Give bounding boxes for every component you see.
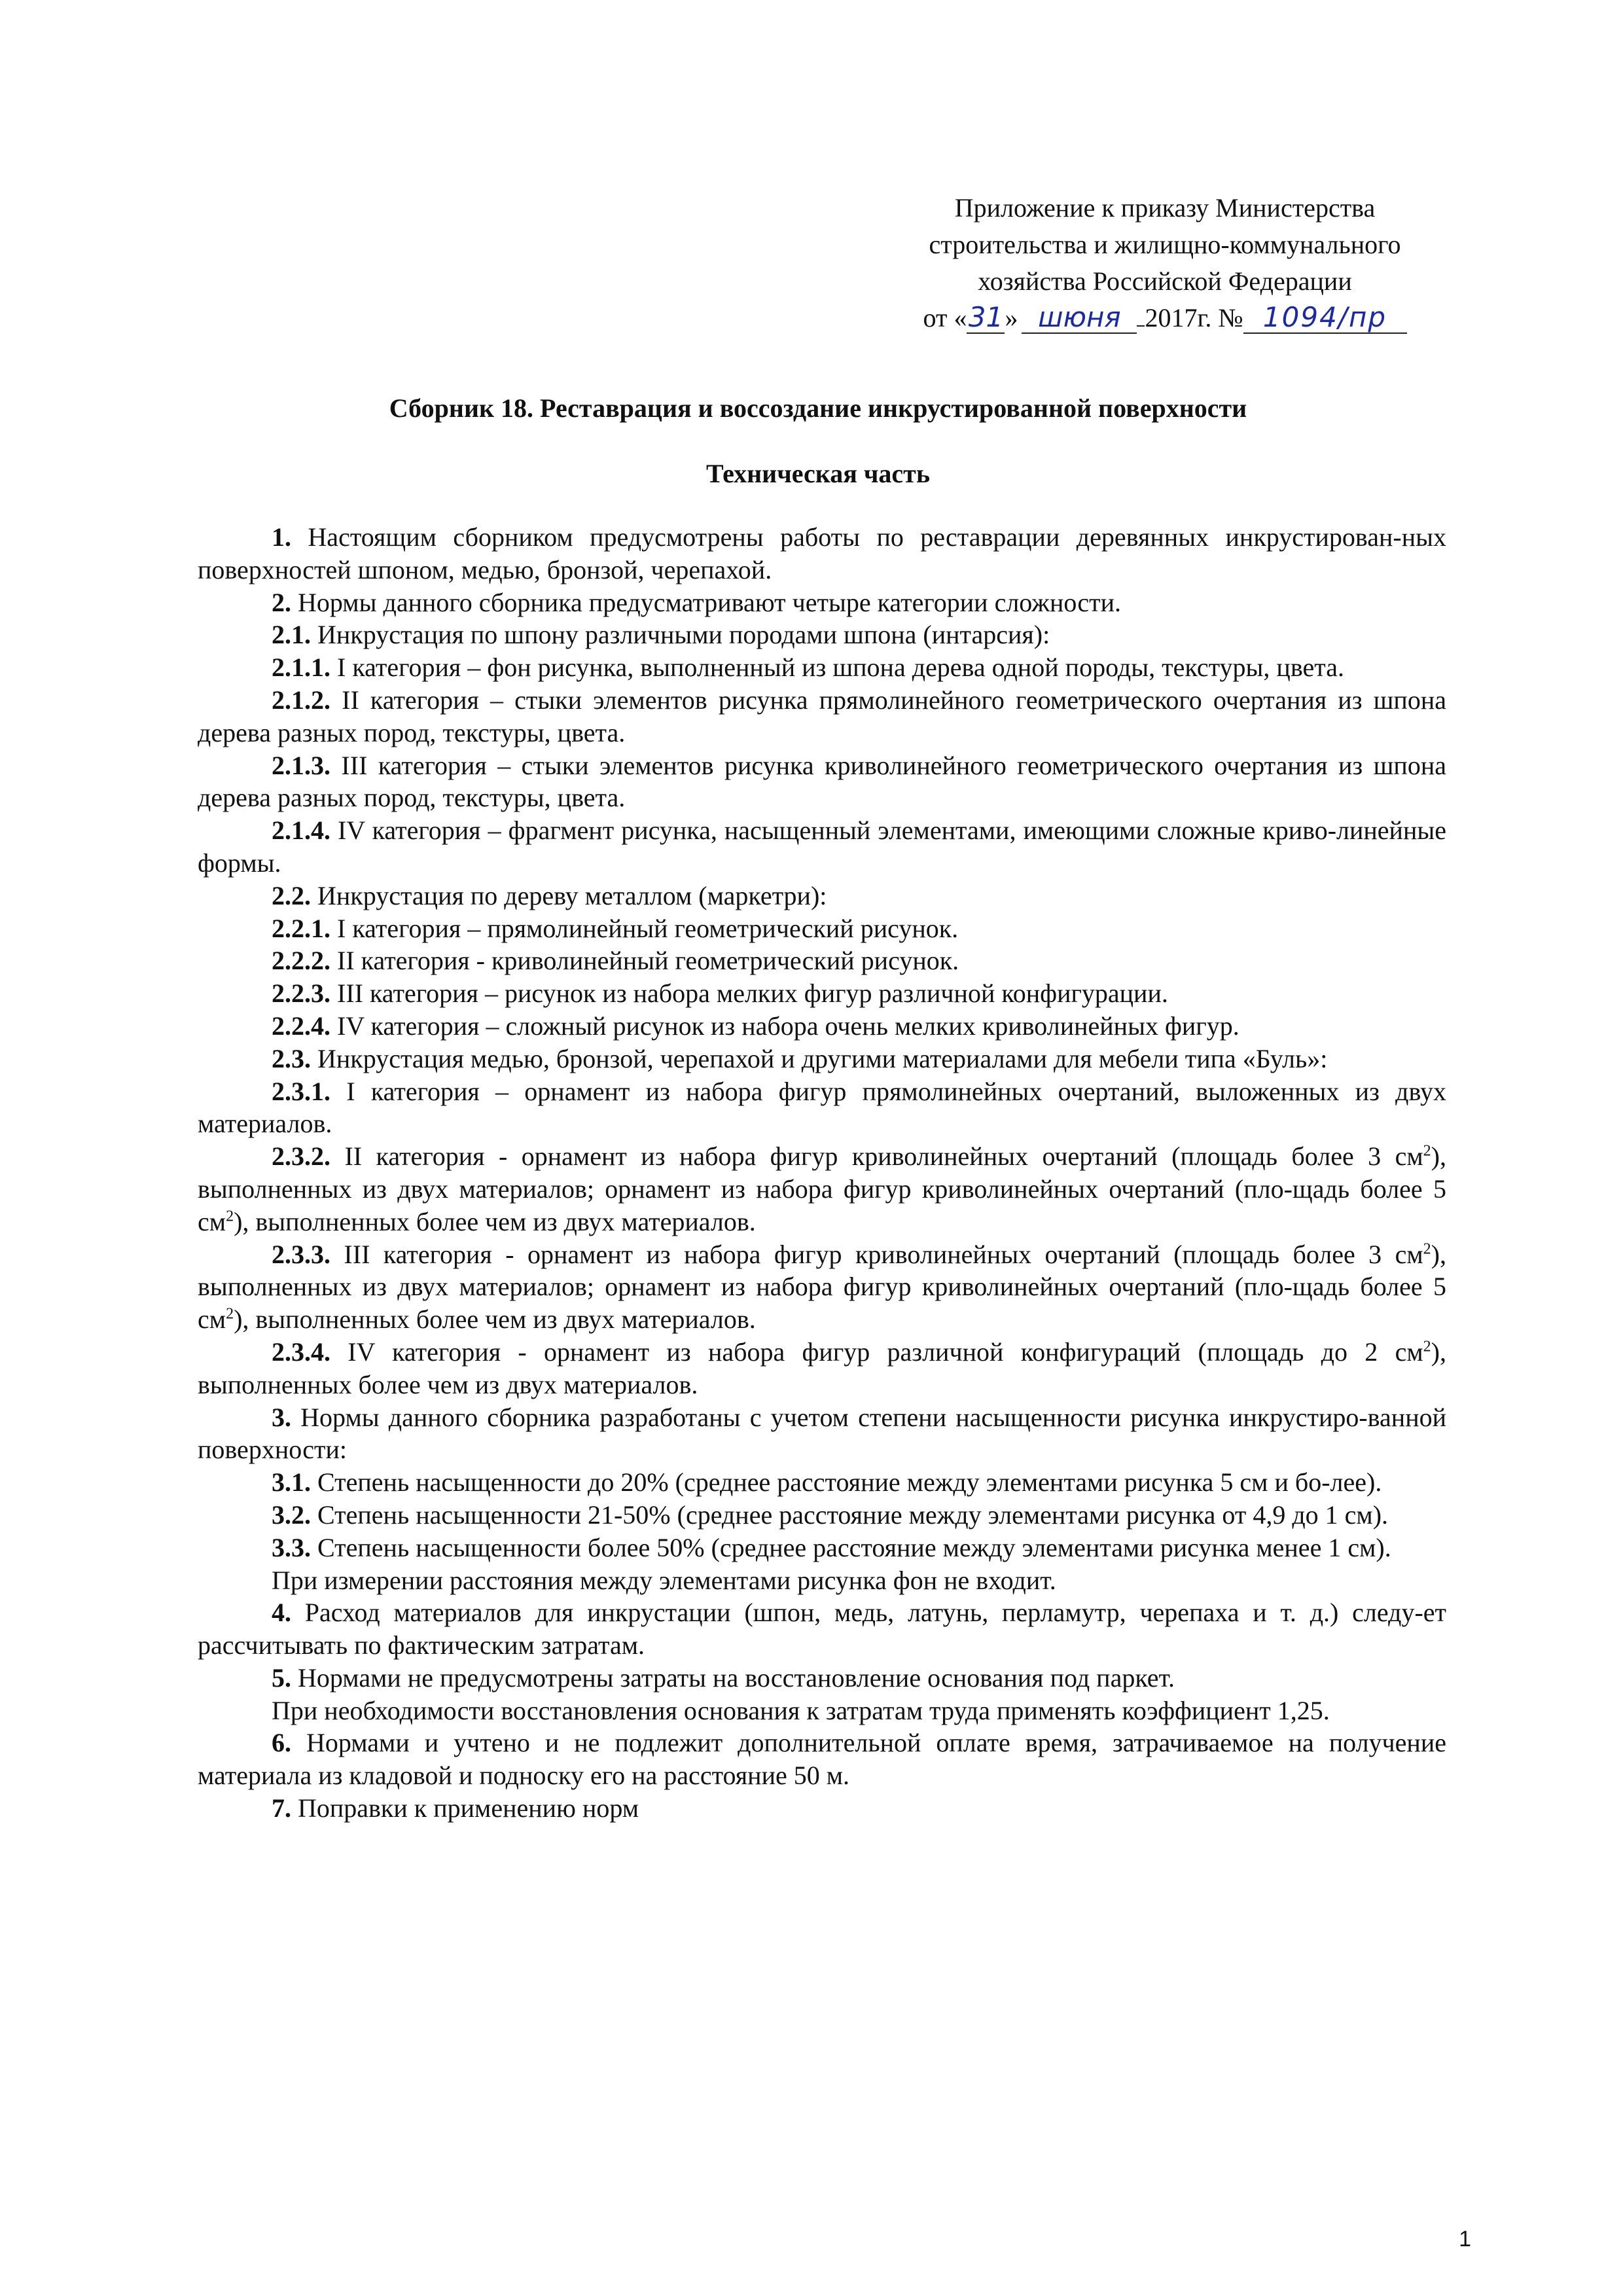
paragraph — [198, 1238, 1446, 1336]
order-number-handwritten: 1094/пр — [1243, 302, 1407, 334]
paragraph-text: II категория – стыки элементов рисунка прямолинейного геометрического очертания из шпона дерева разных пород, текстуры, цвета. — [198, 685, 1446, 747]
header-line-3: хозяйства Российской Федерации — [978, 266, 1352, 296]
paragraph — [198, 586, 1446, 619]
paragraph-number: 2.3.1. — [272, 1076, 330, 1106]
order-month-handwritten: шюня — [1022, 302, 1137, 334]
paragraph — [198, 684, 1446, 749]
paragraph-text: IV категория – сложный рисунок из набора очень мелких криволинейных фигур. — [330, 1011, 1240, 1041]
paragraph-number: 2.2.3. — [272, 978, 330, 1009]
document-title: Сборник 18. Реставрация и воссоздание инкрустированной поверхности — [389, 393, 1247, 423]
paragraph — [198, 1010, 1446, 1043]
paragraph-text: III категория – рисунок из набора мелких фигур различной конфигурации. — [330, 978, 1168, 1009]
paragraph-text: IV категория – фрагмент рисунка, насыщенный элементами, имеющими сложные криво-линейные формы. — [198, 816, 1446, 878]
paragraph — [198, 1792, 1446, 1825]
paragraph-text: Поправки к применению норм — [291, 1793, 639, 1823]
paragraph — [198, 1401, 1446, 1467]
paragraph-text: Настоящим сборником предусмотрены работы по реставрации деревянных инкрустирован-ных поверхностей шпоном, медью, бронзой, черепахой. — [198, 522, 1446, 584]
paragraph — [198, 1532, 1446, 1564]
paragraph-number: 2. — [272, 587, 291, 617]
order-prefix: от « — [923, 303, 967, 332]
paragraph-number: 2.1.1. — [272, 653, 330, 683]
header-line-2: строительства и жилищно-коммунального — [929, 230, 1401, 259]
paragraph-text: Нормы данного сборника предусматривают четыре категории сложности. — [291, 587, 1121, 617]
order-close-quote: » — [1005, 303, 1018, 332]
paragraph-text: I категория – прямолинейный геометрический рисунок. — [330, 913, 959, 943]
paragraph-number: 2.1.3. — [272, 750, 330, 780]
paragraph-text: Нормы данного сборника разработаны с учетом степени насыщенности рисунка инкрустиро-ванной поверхности: — [198, 1402, 1446, 1465]
paragraph — [198, 1662, 1446, 1695]
paragraph-number: 2.2.2. — [272, 946, 330, 976]
paragraph — [198, 1596, 1446, 1662]
paragraph — [198, 977, 1446, 1010]
paragraph-text: Инкрустация по шпону различными породами шпона (интарсия): — [311, 620, 1050, 650]
paragraph-text: III категория – стыки элементов рисунка криволинейного геометрического очертания из шпона дерева разных пород, текстуры, цвета. — [198, 750, 1446, 813]
paragraph-number: 6. — [272, 1728, 291, 1758]
paragraph-text: IV категория - орнамент из набора фигур различной конфигураций (площадь до 2 $см^2$), выполненных более чем из двух материалов. — [198, 1336, 1446, 1399]
paragraph-number: 7. — [272, 1793, 291, 1823]
paragraph-text: III категория - орнамент из набора фигур криволинейных очертаний (площадь более 3 $см^2$), выполненных из двух материалов; орнамент из набора фигур криволинейных очертаний (пло-щадь более 5 $см^2$), выполненных более чем из двух материалов. — [198, 1239, 1446, 1335]
order-date-line — [877, 300, 1453, 336]
section-subtitle: Техническая часть — [706, 459, 930, 488]
paragraph-number: 2.3.3. — [272, 1239, 330, 1269]
paragraph-number: 3. — [272, 1402, 291, 1432]
paragraph — [198, 1727, 1446, 1792]
paragraph-text: При необходимости восстановления основания к затратам труда применять коэффициент 1,25. — [272, 1695, 1330, 1725]
paragraph-text: Нормами и учтено и не подлежит дополнительной оплате время, затрачиваемое на получение материала из кладовой и подноску его на расстояние 50 м. — [198, 1728, 1446, 1791]
paragraph-number: 2.1.4. — [272, 816, 330, 846]
paragraph — [198, 651, 1446, 684]
paragraph-number: 2.2.1. — [272, 913, 330, 943]
paragraph-number: 2.3. — [272, 1043, 311, 1073]
paragraph-number: 2.3.4. — [272, 1336, 330, 1367]
paragraph — [198, 619, 1446, 651]
paragraph-number: 2.2. — [272, 880, 311, 910]
paragraph-text: I категория – фон рисунка, выполненный из шпона дерева одной породы, текстуры, цвета. — [330, 653, 1344, 683]
paragraph-text: I категория – орнамент из набора фигур прямолинейных очертаний, выложенных из двух материалов. — [198, 1076, 1446, 1139]
paragraph-text: При измерении расстояния между элементами рисунка фон не входит. — [272, 1565, 1056, 1595]
paragraph-number: 3.3. — [272, 1532, 311, 1562]
header-line-1: Приложение к приказу Министерства — [954, 193, 1376, 223]
page-number: 1 — [1459, 2227, 1471, 2251]
paragraph — [198, 1499, 1446, 1532]
paragraph — [198, 1336, 1446, 1401]
underline-gap — [1137, 325, 1145, 327]
paragraph-number: 2.1. — [272, 620, 311, 650]
paragraph-text: Нормами не предусмотрены затраты на восстановление основания под паркет. — [291, 1662, 1175, 1693]
paragraph — [198, 1043, 1446, 1075]
paragraph-number: 3.1. — [272, 1467, 311, 1498]
paragraph-number: 2.1.2. — [272, 685, 330, 715]
paragraph — [198, 521, 1446, 586]
paragraph-text: Инкрустация медью, бронзой, черепахой и другими материалами для мебели типа «Буль»: — [311, 1043, 1328, 1073]
paragraph — [198, 880, 1446, 912]
paragraph-number: 2.3.2. — [272, 1141, 330, 1172]
paragraph-text: Степень насыщенности до 20% (среднее расстояние между элементами рисунка 5 см и бо-лее). — [311, 1467, 1382, 1498]
paragraph — [198, 944, 1446, 977]
paragraph-text: II категория - криволинейный геометрический рисунок. — [330, 946, 959, 976]
paragraph — [198, 1466, 1446, 1499]
paragraph-text: Расход материалов для инкрустации (шпон, медь, латунь, перламутр, черепаха и т. д.) следу-ет рассчитывать по фактическим затратам. — [198, 1598, 1446, 1660]
order-day-handwritten: 31 — [967, 302, 1005, 334]
paragraph-number: 3.2. — [272, 1499, 311, 1530]
paragraph-number: 4. — [272, 1598, 291, 1628]
paragraph — [198, 814, 1446, 880]
paragraph — [198, 1075, 1446, 1141]
paragraph — [198, 1140, 1446, 1238]
paragraph-number: 5. — [272, 1662, 291, 1693]
document-body — [198, 521, 1446, 1825]
paragraph — [198, 1695, 1446, 1727]
approval-header — [877, 190, 1453, 336]
paragraph-text: Инкрустация по дереву металлом (маркетри): — [311, 880, 827, 910]
paragraph — [198, 749, 1446, 815]
paragraph-number: 2.2.4. — [272, 1011, 330, 1041]
paragraph-text: II категория - орнамент из набора фигур криволинейных очертаний (площадь более 3 $см^2$), выполненных из двух материалов; орнамент из набора фигур криволинейных очертаний (пло-щадь более 5 $см^2$), выполненных более чем из двух материалов. — [198, 1141, 1446, 1236]
paragraph — [198, 912, 1446, 945]
order-year: 2017г. № — [1145, 303, 1243, 332]
paragraph-number: 1. — [272, 522, 291, 552]
paragraph-text: Степень насыщенности более 50% (среднее расстояние между элементами рисунка менее 1 см). — [311, 1532, 1391, 1562]
paragraph — [198, 1564, 1446, 1597]
paragraph-text: Степень насыщенности 21-50% (среднее расстояние между элементами рисунка от 4,9 до 1 см). — [311, 1499, 1389, 1530]
